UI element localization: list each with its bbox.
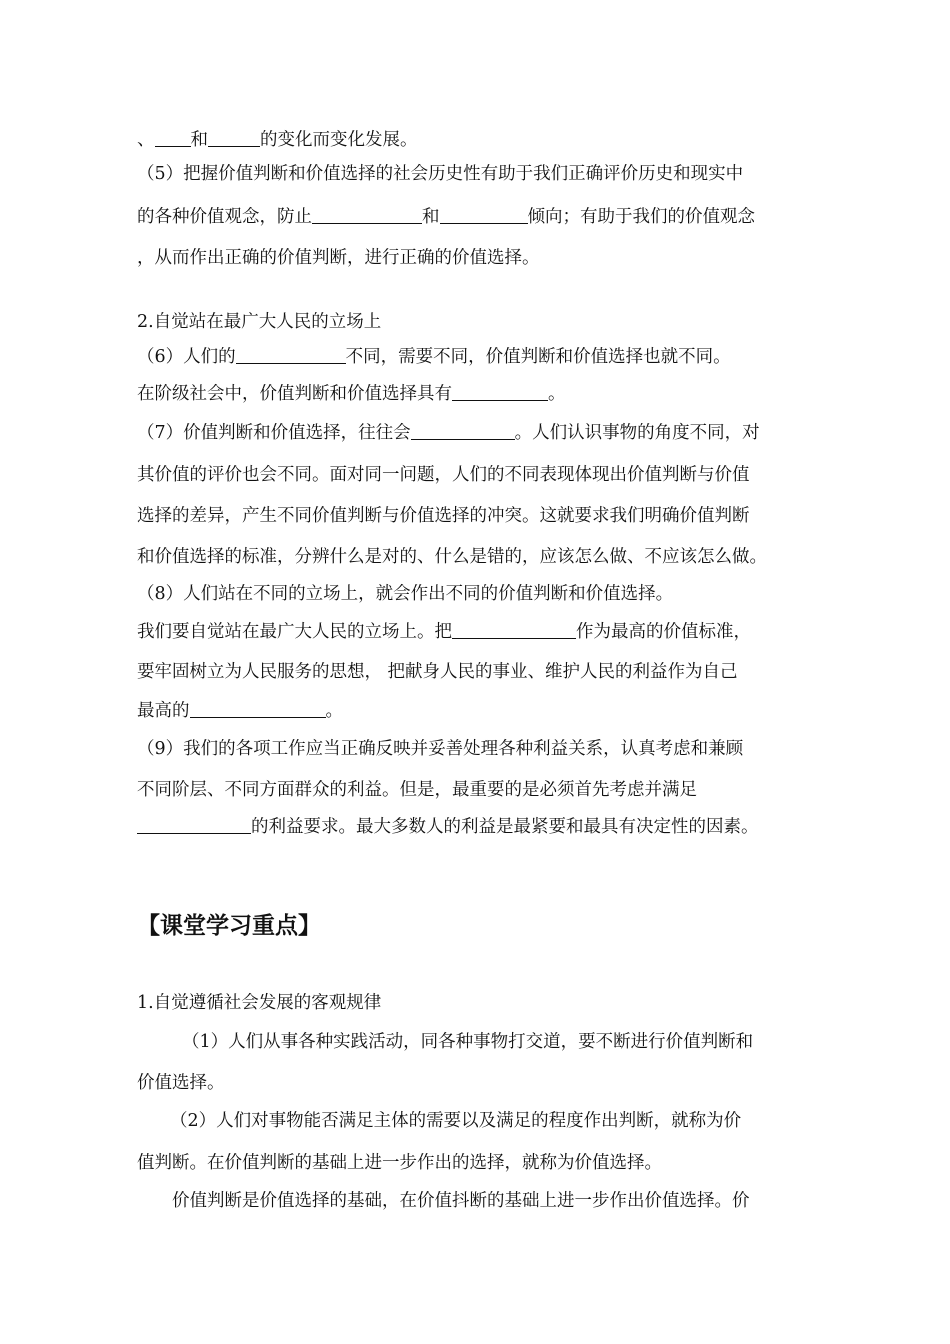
section-title-2: 2.自觉站在最广大人民的立场上 bbox=[137, 312, 382, 332]
text-line-11: 和价值选择的标准，分辨什么是对的、什么是错的，应该怎么做、不应该怎么做。 bbox=[137, 547, 767, 567]
fill-blank[interactable] bbox=[440, 205, 528, 224]
text-line-1: 、 和 的变化而变化发展。 bbox=[137, 130, 418, 150]
section-heading: 【课堂学习重点】 bbox=[137, 913, 321, 939]
text-line-4: ，从而作出正确的价值判断，进行正确的价值选择。 bbox=[137, 248, 540, 268]
text-line-2: （5）把握价值判断和价值选择的社会历史性有助于我们正确评价历史和现实中 bbox=[137, 164, 744, 184]
text-line-6: （6）人们的 不同，需要不同，价值判断和价值选择也就不同。 bbox=[137, 347, 731, 367]
text-line-3: 的各种价值观念，防止 和 倾向；有助于我们的价值观念 bbox=[137, 207, 755, 227]
text-line-12: （8）人们站在不同的立场上，就会作出不同的价值判断和价值选择。 bbox=[137, 584, 674, 604]
text-line-21: 价值选择。 bbox=[137, 1073, 225, 1093]
fill-blank[interactable] bbox=[190, 699, 326, 718]
text-line-16: （9）我们的各项工作应当正确反映并妥善处理各种利益关系，认真考虑和兼顾 bbox=[137, 739, 744, 759]
text-line-9: 其价值的评价也会不同。面对同一问题，人们的不同表现体现出价值判断与价值 bbox=[137, 465, 750, 485]
text-line-23: 值判断。在价值判断的基础上进一步作出的选择，就称为价值选择。 bbox=[137, 1153, 662, 1173]
text-line-15: 最高的 。 bbox=[137, 701, 343, 721]
text-line-8: （7）价值判断和价值选择，往往会 。人们认识事物的角度不同，对 bbox=[137, 423, 760, 443]
fill-blank[interactable] bbox=[155, 128, 191, 147]
text-line-17: 不同阶层、不同方面群众的利益。但是，最重要的是必须首先考虑并满足 bbox=[137, 780, 697, 800]
text-line-10: 选择的差异，产生不同价值判断与价值选择的冲突。这就要求我们明确价值判断 bbox=[137, 506, 750, 526]
text-line-18: 的利益要求。最大多数人的利益是最紧要和最具有决定性的因素。 bbox=[137, 815, 817, 839]
text-line-14: 要牢固树立为人民服务的思想， 把献身人民的事业、维护人民的利益作为自己 bbox=[137, 662, 738, 682]
fill-blank[interactable] bbox=[452, 382, 548, 401]
section-title-1: 1.自觉遵循社会发展的客观规律 bbox=[137, 993, 382, 1013]
fill-blank[interactable] bbox=[236, 345, 346, 364]
fill-blank[interactable] bbox=[452, 620, 576, 639]
text-line-20: （1）人们从事各种实践活动，同各种事物打交道，要不断进行价值判断和 bbox=[182, 1032, 754, 1052]
text-line-24: 价值判断是价值选择的基础，在价值抖断的基础上进一步作出价值选择。价 bbox=[172, 1191, 750, 1211]
fill-blank[interactable] bbox=[137, 815, 251, 834]
fill-blank[interactable] bbox=[208, 128, 260, 147]
fill-blank[interactable] bbox=[411, 421, 515, 440]
fill-blank[interactable] bbox=[312, 205, 422, 224]
text-line-22: （2）人们对事物能否满足主体的需要以及满足的程度作出判断，就称为价 bbox=[170, 1111, 742, 1131]
text-line-7: 在阶级社会中，价值判断和价值选择具有 。 bbox=[137, 384, 566, 404]
text-line-13: 我们要自觉站在最广大人民的立场上。把 作为最高的价值标准， bbox=[137, 622, 751, 642]
